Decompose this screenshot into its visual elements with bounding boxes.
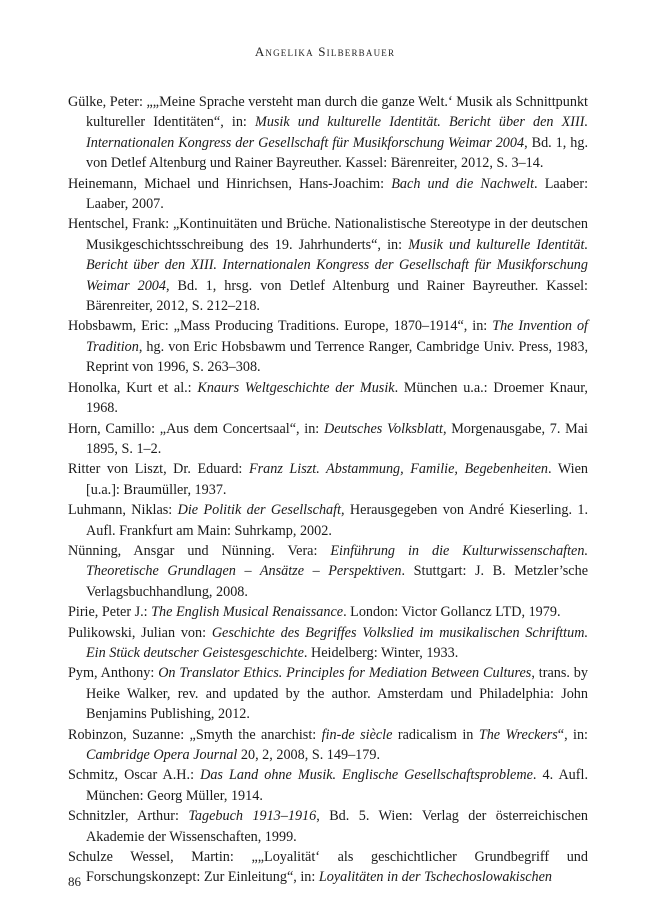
entry-text: 20, 2, 2008, S. 149–179. [237,747,380,763]
entry-title-italic: Musik und kulturelle Identität. Bericht über den XIII. Internationalen Kongress der Gesellschaft für Musikforschung Weimar 2004 [86,236,588,294]
entry-text: . Laaber: Laaber, 2007. [86,175,589,213]
bibliography-entry [68,174,588,215]
entry-text: . München u.a.: Droemer Knaur, 1968. [86,379,588,417]
entry-text: , trans. by Heike Walker, rev. and updated by the author. Amsterdam und Philadelphia: John Benjamins Publishing, 2012. [86,665,588,723]
entry-text: , Bd. 5. Wien: Verlag der österreichischen Akademie der Wissenschaften, 1999. [86,808,588,845]
entry-text: Nünning, Ansgar und Nünning. Vera: [68,542,331,559]
entry-text: Horn, Camillo: „Aus dem Concertsaal“, in: [68,420,324,437]
entry-text: , Bd. 1, hrsg. von Detlef Altenburg und Rainer Bayreuther. Kassel: Bärenreiter, 2012, S. 212–218. [86,277,588,315]
entry-text: . Heidelberg: Winter, 1933. [303,644,459,661]
entry-text: Robinzon, Suzanne: „Smyth the anarchist: [68,726,322,743]
bibliography-entry [68,725,588,766]
entry-title-italic: The Invention of Tradition [86,318,588,355]
bibliography-entry [68,500,588,541]
entry-text: radicalism in [392,726,479,743]
entry-text: Schmitz, Oscar A.H.: [68,767,201,784]
bibliography-entry [68,806,588,847]
entry-title-italic: Das Land ohne Musik. Englische Gesellschaftsprobleme [200,767,533,784]
bibliography-entry [68,765,588,806]
entry-title-italic: Cambridge Opera Journal [86,747,238,763]
entry-text: “, in: [557,726,588,743]
entry-title-italic: Musik und kulturelle Identität. Bericht über den XIII. Internationalen Kongress der Gesellschaft für Musikforschung Weimar 2004 [86,114,589,151]
entry-title-italic: Knaurs Weltgeschichte der Musik [197,379,395,396]
bibliography-entry [68,459,588,500]
entry-text: Pulikowski, Julian von: [68,624,212,641]
entry-text: Honolka, Kurt et al.: [68,379,198,396]
entry-text: Pym, Anthony: [68,665,159,682]
entry-text: Hobsbawm, Eric: „Mass Producing Traditions. Europe, 1870–1914“, in: [68,318,493,335]
entry-text: . 4. Aufl. München: Georg Müller, 1914. [86,767,588,804]
entry-title-italic: Deutsches Volksblatt [323,420,443,437]
running-head: Angelika Silberbauer [254,44,396,59]
entry-text: , Morgenausgabe, 7. Mai 1895, S. 1–2. [86,420,588,457]
entry-text: . London: Victor Gollancz LTD, 1979. [343,604,561,621]
entry-title-italic: Einführung in die Kulturwissenschaften. Theoretische Grundlagen – Ansätze – Perspektiven [86,542,588,580]
entry-title-italic: Bach und die Nachwelt [391,175,535,192]
entry-text: Luhmann, Niklas: [68,502,178,519]
entry-title-italic: The Wreckers [478,726,558,743]
bibliography-entry [68,316,588,377]
bibliography-entry [68,847,588,888]
bibliography-entry [68,623,588,664]
entry-text: , Herausgegeben von André Kieserling. 1. Aufl. Frankfurt am Main: Suhrkamp, 2002. [86,502,588,539]
entry-text: Ritter von Liszt, Dr. Eduard: [68,461,249,478]
entry-text: . Stuttgart: J. B. Metzler’sche Verlagsbuchhandlung, 2008. [86,563,588,600]
bibliography-list [68,92,588,888]
entry-text: Heinemann, Michael und Hinrichsen, Hans-Joachim: [68,175,392,192]
entry-title-italic: Franz Liszt. Abstammung, Familie, Begebenheiten [248,461,548,478]
bibliography-entry [68,419,588,460]
entry-text: Schnitzler, Arthur: [68,808,189,825]
entry-text: Gülke, Peter: „„Meine Sprache versteht man durch die ganze Welt.‘ Musik als Schnittpunkt kultureller Identitäten“, in: [68,94,588,131]
entry-title-italic: Loyalitäten in der Tschechoslowakischen [318,869,553,886]
entry-text: , Bd. 1, hg. von Detlef Altenburg und Rainer Bayreuther. Kassel: Bärenreiter, 2012, S. 3–14. [86,134,589,172]
entry-text: . Wien [u.a.]: Braumüller, 1937. [86,461,588,498]
bibliography-entry [68,214,588,316]
bibliography-entry [68,663,588,724]
entry-title-italic: On Translator Ethics. Principles for Mediation Between Cultures [158,665,532,682]
entry-title-italic: fin-de siècle [321,726,393,743]
bibliography-entry [68,602,588,622]
bibliography-entry [68,92,588,174]
bibliography-entry [68,541,588,602]
entry-text: Schulze Wessel, Martin: „„Loyalität‘ als geschichtlicher Grundbegriff und Forschungskonzept: Zur Einleitung“, in: [68,849,588,886]
entry-text: , hg. von Eric Hobsbawm und Terrence Ranger, Cambridge Univ. Press, 1983, Reprint von 1996, S. 263–308. [86,338,588,376]
entry-text: Hentschel, Frank: „Kontinuitäten und Brüche. Nationalistische Stereotype in der deutschen Musikgeschichtsschreibung des 19. Jahrhunderts“, in: [68,216,588,253]
page-number: 86 [68,874,81,889]
entry-title-italic: The English Musical Renaissance [151,604,344,621]
entry-title-italic: Tagebuch 1913–1916 [188,808,317,825]
entry-title-italic: Geschichte des Begriffes Volkslied im musikalischen Schrifttum. Ein Stück deutscher Geistesgeschichte [86,624,588,661]
entry-text: Pirie, Peter J.: [68,604,152,621]
bibliography-entry [68,378,588,419]
entry-title-italic: Die Politik der Gesellschaft [177,502,342,519]
